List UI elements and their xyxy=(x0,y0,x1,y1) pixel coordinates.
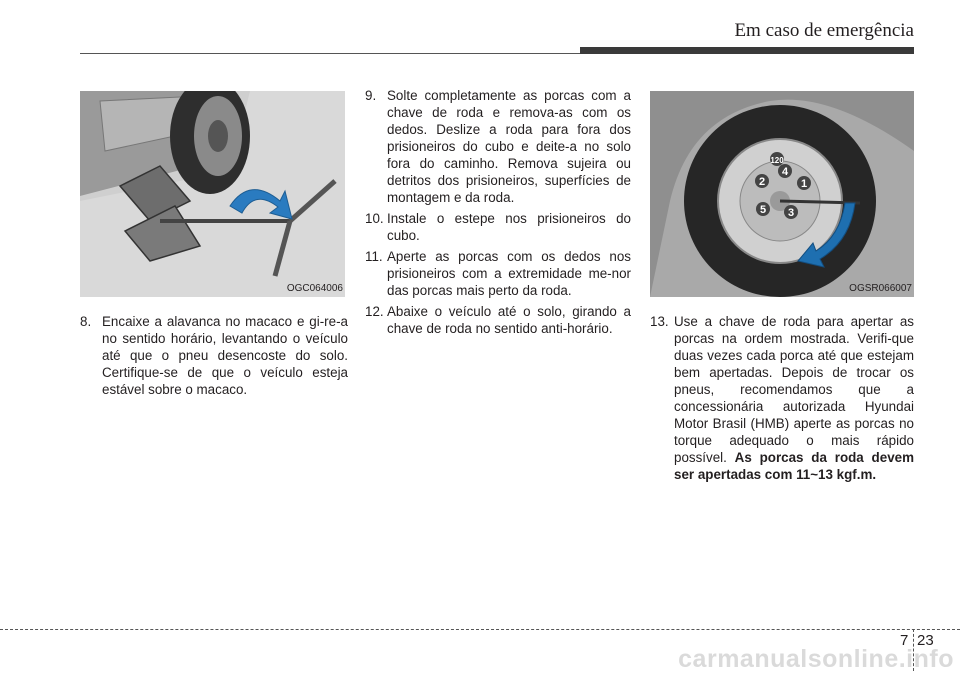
step-11 xyxy=(365,248,631,299)
step-number: 13. xyxy=(650,314,669,329)
nut-order-label: 3 xyxy=(787,207,795,219)
step-8 xyxy=(80,313,348,398)
chapter-number: 7 xyxy=(900,632,909,649)
footer-rule xyxy=(0,629,960,630)
step-10 xyxy=(365,210,631,244)
column-2 xyxy=(365,87,631,341)
jack-drawing xyxy=(80,91,345,297)
torque-warning: As porcas da roda devem ser apertadas com 11~13 kgf.m. xyxy=(674,450,914,482)
nut-order-label: 2 xyxy=(758,176,766,188)
figure-code: OGSR066007 xyxy=(849,283,912,294)
step-text: Solte completamente as porcas com a chave de roda e remova-as com os dedos. Deslize a roda para fora dos prisioneiros do cubo e deite-a no solo fora do caminho. Remova sujeira ou detritos dos prisioneiros, superfícies de montagem e da roda. xyxy=(387,88,631,205)
step-text: Encaixe a alavanca no macaco e gi-re-a no sentido horário, levantando o veículo até que o pneu desencoste do solo. Certifique-se de que o veículo esteja estável sobre o macaco. xyxy=(102,314,348,397)
nut-order-label: 1 xyxy=(800,178,808,190)
wheel-drawing xyxy=(650,91,914,297)
step-12 xyxy=(365,303,631,337)
step-text: Instale o estepe nos prisioneiros do cubo. xyxy=(387,211,631,243)
column-1 xyxy=(80,313,348,402)
step-text: Abaixe o veículo até o solo, girando a chave de roda no sentido anti-horário. xyxy=(387,304,631,336)
step-9 xyxy=(365,87,631,206)
nut-order-label: 5 xyxy=(759,204,767,216)
wheel-nut-order-illustration xyxy=(650,91,914,297)
jack-illustration xyxy=(80,91,345,297)
column-3 xyxy=(650,313,914,487)
header-bar xyxy=(580,47,914,54)
nut-order-label: 4 xyxy=(781,166,789,178)
step-text: Use a chave de roda para apertar as porcas na ordem mostrada. Verifi-que duas vezes cada porca até que estejam bem apertadas. Depois de trocar os pneus, recomendamos que a concessionária autorizada Hyundai Motor Brasil (HMB) aperte as porcas no torque adequado o mais rápido possível. xyxy=(674,314,914,465)
step-text: Aperte as porcas com os dedos nos prisioneiros com a extremidade me-nor das porcas mais perto da roda. xyxy=(387,249,631,298)
watermark: carmanualsonline.info xyxy=(678,645,954,673)
nut-order-label: 120 xyxy=(770,156,784,165)
step-number: 10. xyxy=(365,211,384,226)
step-number: 12. xyxy=(365,304,384,319)
step-number: 11. xyxy=(365,249,383,264)
step-number: 8. xyxy=(80,314,92,329)
step-13 xyxy=(650,313,914,483)
page-header-title: Em caso de emergência xyxy=(734,20,914,41)
header-rule xyxy=(80,53,580,54)
page-number: 23 xyxy=(917,632,934,649)
figure-code: OGC064006 xyxy=(286,283,343,294)
step-number: 9. xyxy=(365,88,377,103)
